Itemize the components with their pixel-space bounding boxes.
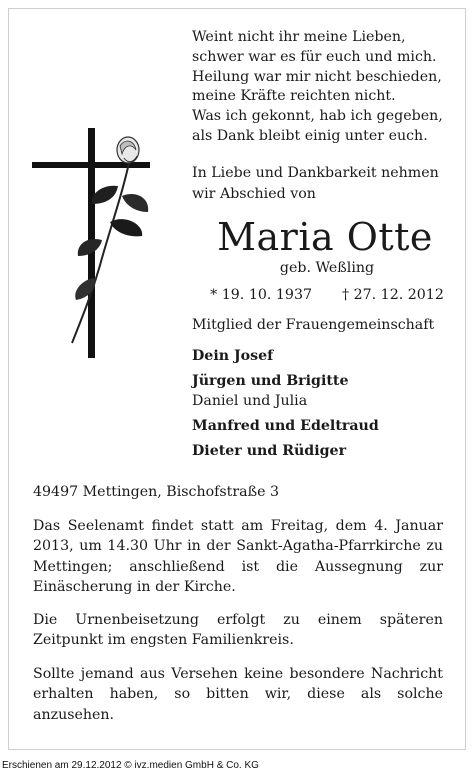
family-list [192, 346, 462, 461]
poem [192, 28, 462, 147]
poem-line: Was ich gekonnt, hab ich gegeben, [192, 108, 443, 125]
publication-credit: Erschienen am 29.12.2012 © ivz.medien GmbH & Co. KG [2, 760, 259, 771]
service-paragraph: Das Seelenamt findet statt am Freitag, dem 4. Januar 2013, um 14.30 Uhr in der Sankt-Agatha-Pfarrkirche zu Mettingen; anschließend ist die Aussegnung zur Einäscherung in der Kirche. [33, 518, 443, 596]
family-member: Dein Josef [192, 348, 274, 364]
intro-text [192, 163, 462, 204]
family-member-children: Daniel und Julia [192, 393, 308, 409]
membership: Mitglied der Frauengemeinschaft [192, 317, 435, 333]
poem-line: schwer war es für euch und mich. [192, 48, 437, 65]
address: 49497 Mettingen, Bischofstraße 3 [33, 484, 280, 500]
poem-line: Heilung war mir nicht beschieden, [192, 68, 442, 85]
notice-paragraph: Sollte jemand aus Versehen keine besondere Nachricht erhalten haben, so bitten wir, diese als solche anzusehen. [33, 666, 443, 723]
poem-line: meine Kräfte reichten nicht. [192, 88, 396, 105]
intro-line: wir Abschied von [192, 185, 316, 202]
burial-paragraph: Die Urnenbeisetzung erfolgt zu einem späteren Zeitpunkt im engsten Familienkreis. [33, 612, 443, 649]
footer [0, 754, 474, 784]
poem-line: Weint nicht ihr meine Lieben, [192, 29, 406, 45]
intro-line: In Liebe und Dankbarkeit nehmen [192, 165, 439, 181]
birth-name: geb. Weßling [279, 260, 375, 276]
family-member: Jürgen und Brigitte [192, 373, 349, 389]
cross-with-rose-icon [32, 128, 162, 358]
family-member: Manfred und Edeltraud [192, 418, 379, 434]
deceased-name: Maria Otte [217, 215, 433, 259]
poem-line: als Dank bleibt einig unter euch. [192, 127, 428, 144]
family-member: Dieter und Rüdiger [192, 443, 347, 459]
life-dates [192, 287, 462, 303]
death-date: † 27. 12. 2012 [342, 287, 444, 303]
birth-date: * 19. 10. 1937 [210, 287, 312, 303]
